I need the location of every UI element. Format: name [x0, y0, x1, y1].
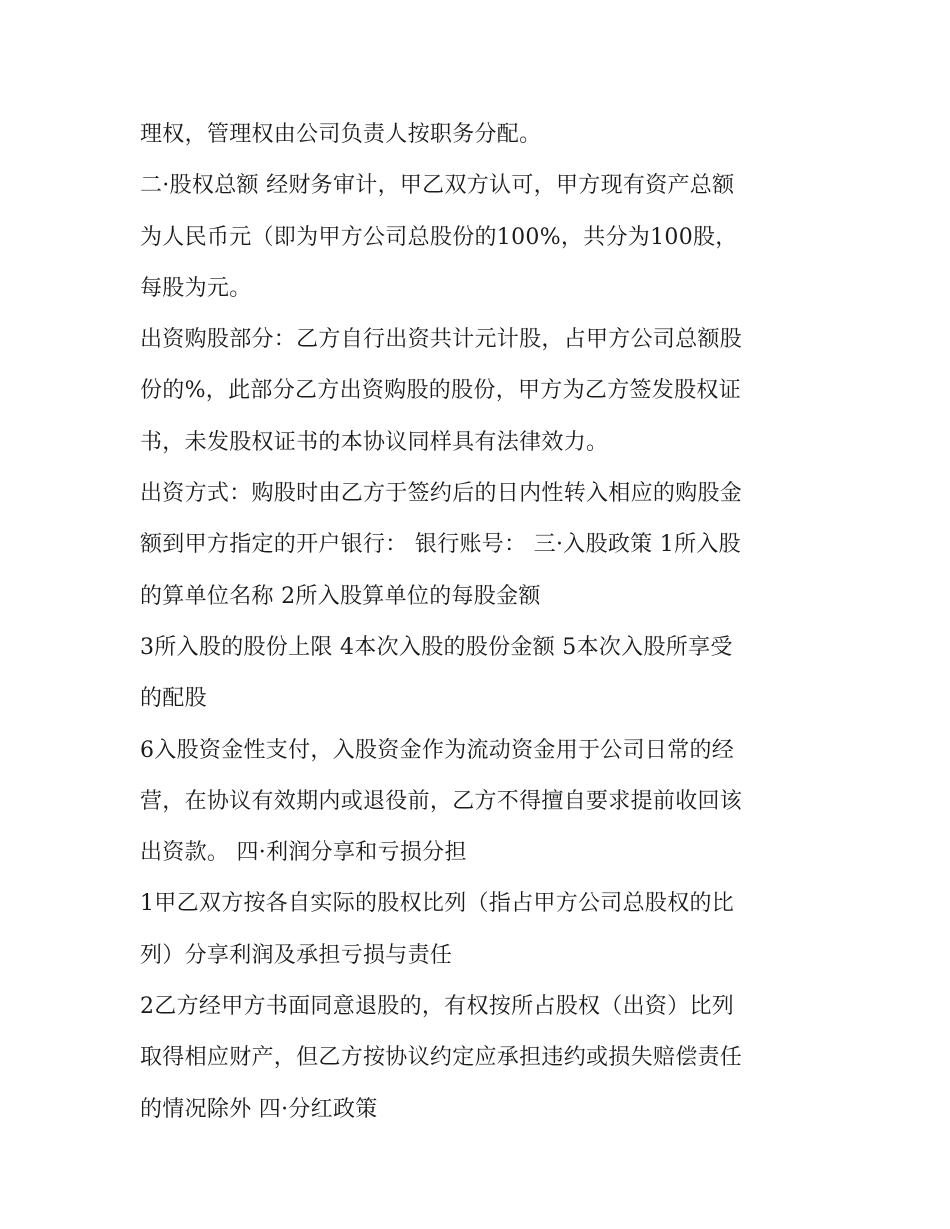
- text-line: 出资方式：购股时由乙方于签约后的日内性转入相应的购股金: [140, 481, 743, 507]
- text-line: 出资款。 四·利润分享和亏损分担: [140, 840, 467, 866]
- text-line: 出资购股部分：乙方自行出资共计元计股，占甲方公司总额股: [140, 327, 743, 353]
- document-body: [140, 109, 820, 1135]
- text-line: 的配股: [140, 686, 207, 712]
- text-line: 书，未发股权证书的本协议同样具有法律效力。: [140, 429, 609, 455]
- text-line: 每股为元。: [140, 275, 252, 301]
- text-line: 份的%，此部分乙方出资购股的股份，甲方为乙方签发股权证: [140, 378, 742, 404]
- text-line: 的算单位名称 2所入股算单位的每股金额: [140, 583, 541, 609]
- text-line: 的情况除外 四·分红政策: [140, 1096, 378, 1122]
- text-line: 3所入股的股份上限 4本次入股的股份金额 5本次入股所享受: [140, 634, 733, 660]
- text-line: 1甲乙双方按各自实际的股权比列（指占甲方公司总股权的比: [140, 891, 735, 917]
- text-line: 营，在协议有效期内或退役前，乙方不得擅自要求提前收回该: [140, 788, 743, 814]
- text-line: 2乙方经甲方书面同意退股的，有权按所占股权（出资）比列: [140, 994, 735, 1020]
- text-line: 额到甲方指定的开户银行： 银行账号： 三·入股政策 1所入股: [140, 532, 741, 558]
- text-line: 二·股权总额 经财务审计，甲乙双方认可，甲方现有资产总额: [140, 173, 735, 199]
- text-line: 取得相应财产，但乙方按协议约定应承担违约或损失赔偿责任: [140, 1045, 743, 1071]
- text-line: 列）分享利润及承担亏损与责任: [140, 942, 453, 968]
- text-line: 为人民币元（即为甲方公司总股份的100%，共分为100股，: [140, 224, 738, 250]
- text-line: 6入股资金性支付，入股资金作为流动资金用于公司日常的经: [140, 737, 735, 763]
- text-line: 理权，管理权由公司负责人按职务分配。: [140, 122, 542, 147]
